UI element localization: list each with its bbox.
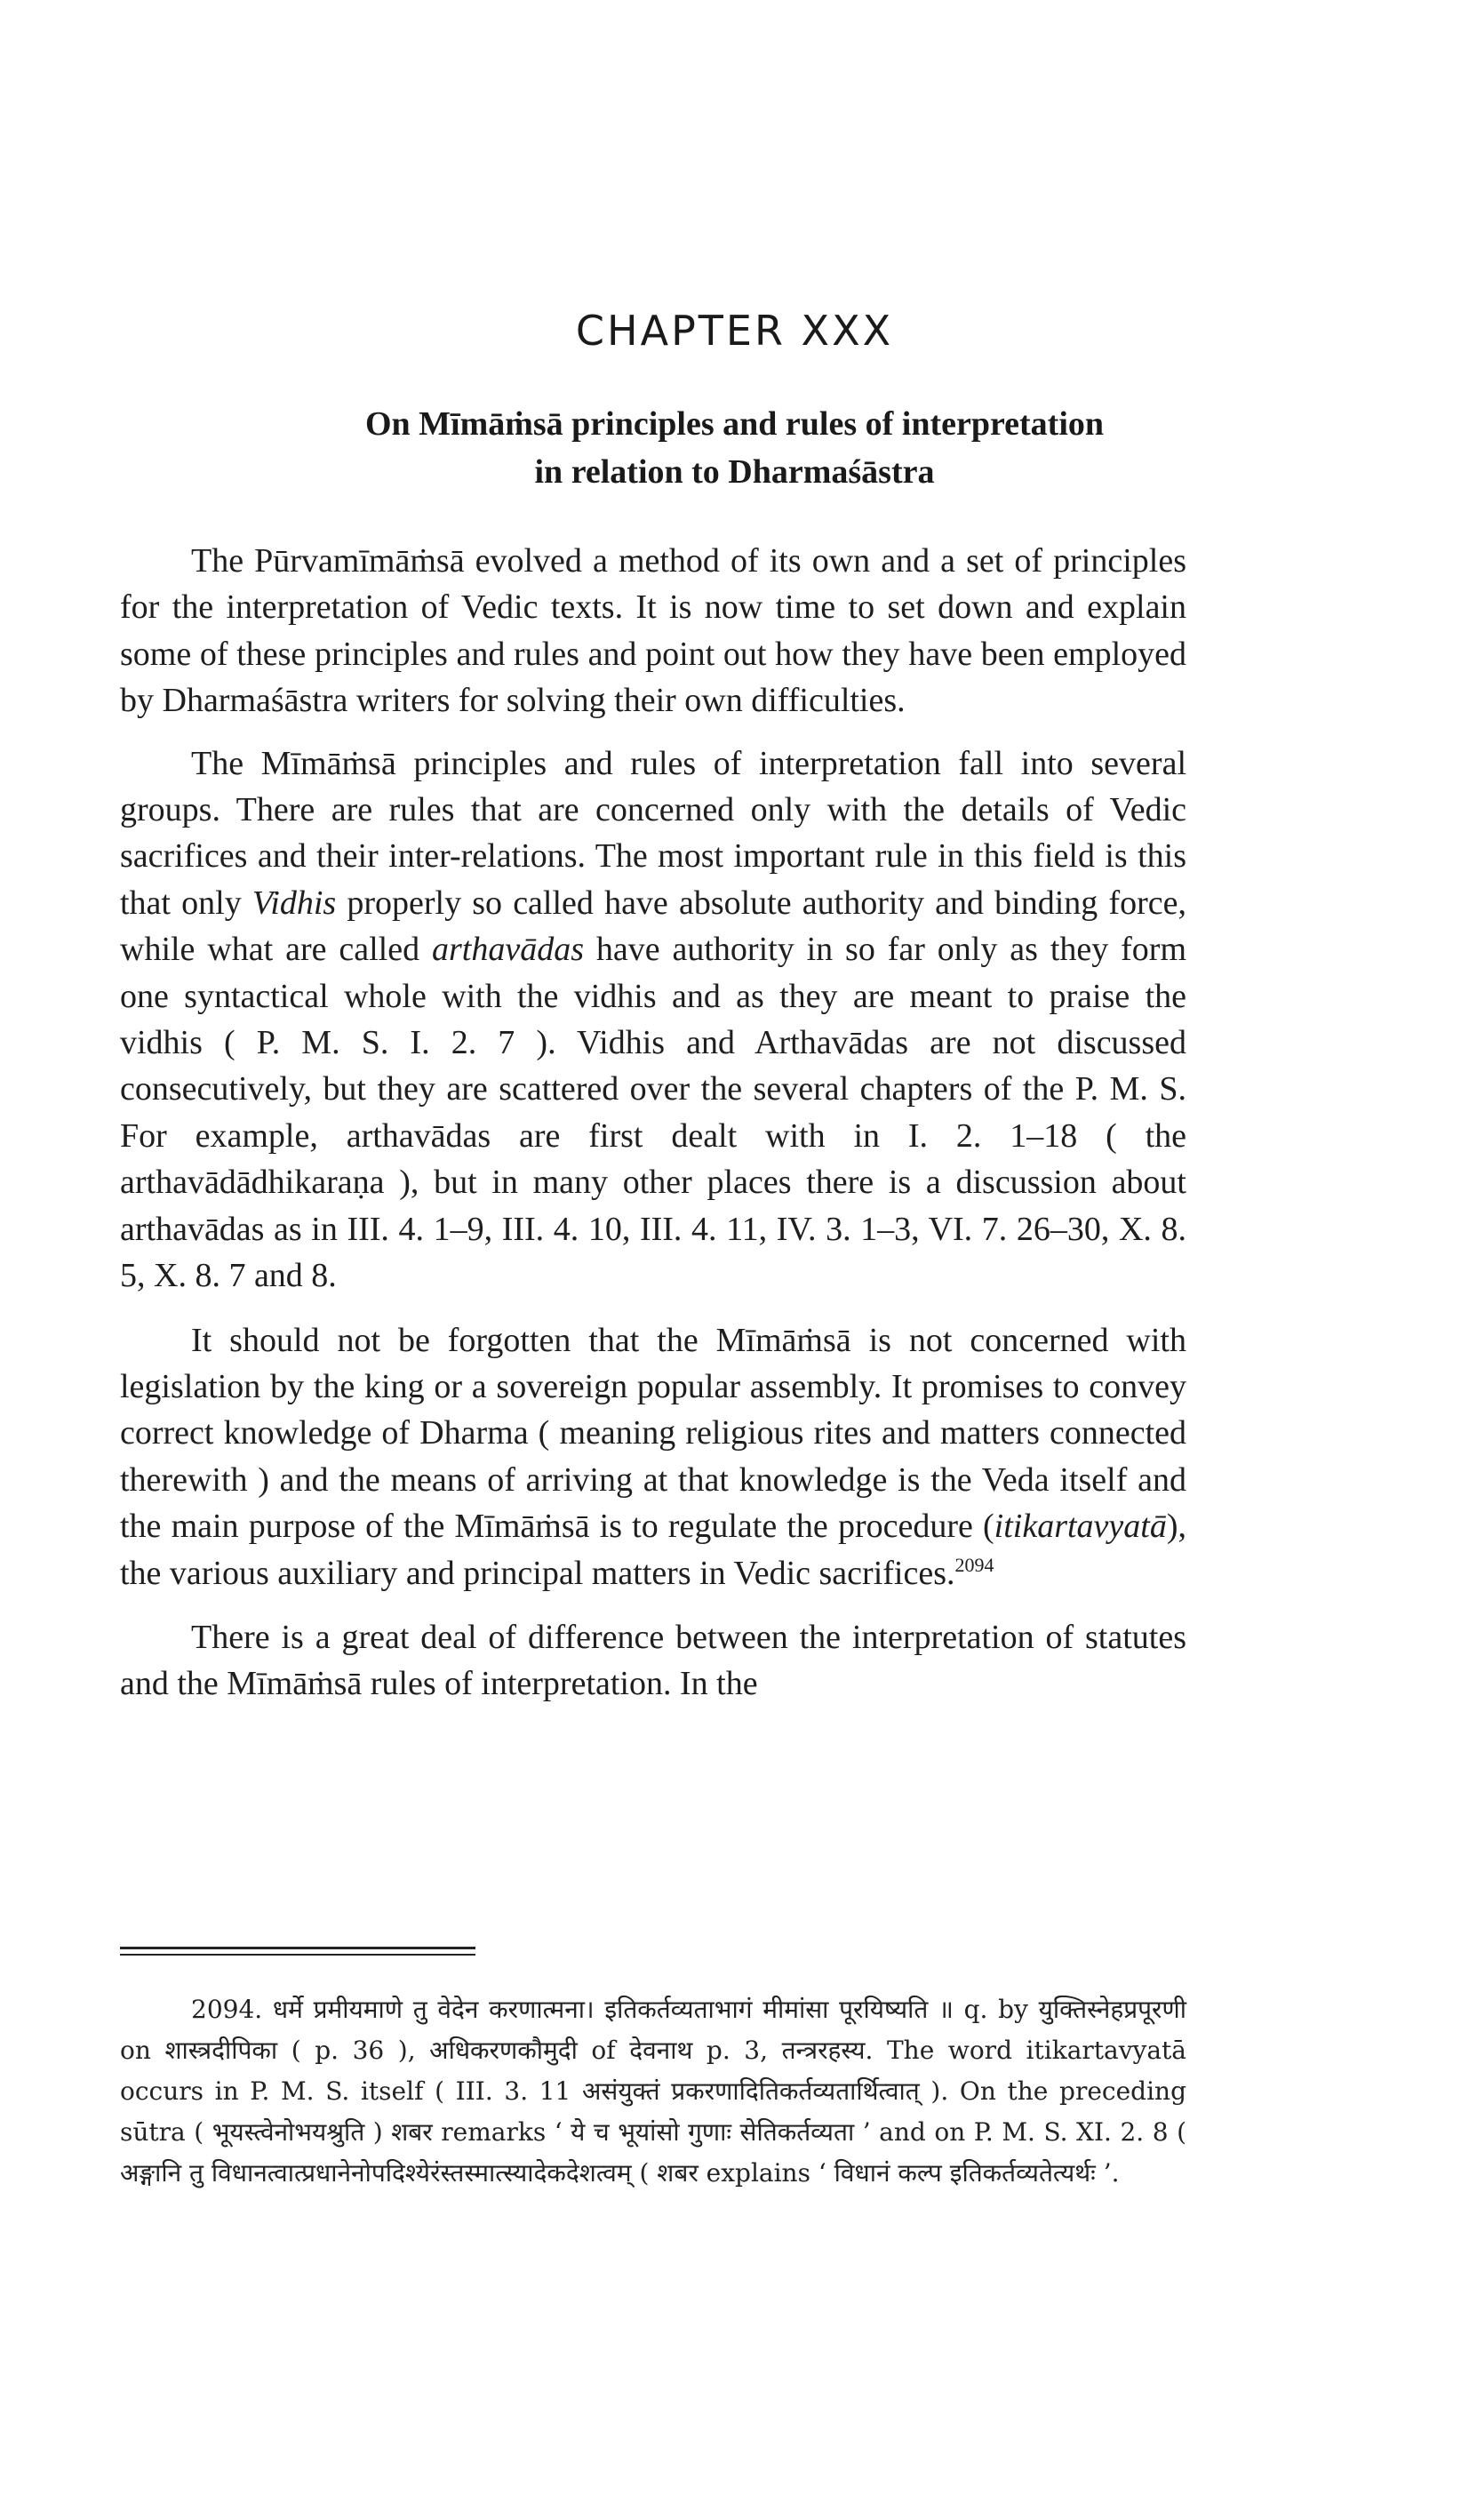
paragraph-3-text-a: It should not be forgotten that the Mīmāṁsā is not concerned with legislation by the king or a sovereign popular assembly. It promises to convey correct knowledge of Dharma ( meaning religious rites and matters connected therewith ) and the means of arriving at that knowledge is the Veda itself and the main purpose of the Mīmāṁsā is to regulate the procedure ( [120,1321,1186,1546]
footnote-number: 2094. [191,1995,263,2024]
paragraph-3 [120,1317,1186,1596]
footnote [120,1989,1186,2194]
footnote-text: धर्मे प्रमीयमाणे तु वेदेन करणात्मना। इतिकर्तव्यताभागं मीमांसा पूरयिष्यति ॥ q. by युक्तिस्नेहप्रपूरणी on शास्त्रदीपिका ( p. 36 ), अधिकरणकौमुदी of देवनाथ p. 3, तन्त्ररहस्य. The word itikartavyatā occurs in P. M. S. itself ( III. 3. 11 असंयुक्तं प्रकरणादितिकर्तव्यतार्थित्वात् ). On the preceding sūtra ( भूयस्त्वेनोभयश्रुति ) शबर remarks ‘ ये च भूयांसो गुणाः सेतिकर्तव्यता ’ and on P. M. S. XI. 2. 8 ( अङ्गानि तु विधानत्वात्प्रधानेनोपदिश्येरंस्तस्मात्स्यादेकदेशत्वम् ( शबर explains ‘ विधानं कल्प इतिकर्तव्यतेत्यर्थः ’. [120,1995,1186,2188]
paragraph-3-text-b: ), the various auxiliary and principal matters in Vedic sacrifices. [120,1508,1186,1592]
paragraph-2-text-c: have authority in so far only as they form one syntactical whole with the vidhis and as they are meant to praise the vidhis ( P. M. S. I. 2. 7 ). Vidhis and Arthavādas are not discussed consecutively, but they are scattered over the several chapters of the P. M. S. For example, arthavādas are first dealt with in I. 2. 1–18 ( the arthavādādhikaraṇa ), but in many other places there is a discussion about arthavādas as in III. 4. 1–9, III. 4. 10, III. 4. 11, IV. 3. 1–3, VI. 7. 26–30, X. 8. 5, X. 8. 7 and 8. [120,931,1187,1295]
term-itikartavyata: itikartavyatā [994,1508,1167,1546]
subtitle-line-1: On Mīmāṁsā principles and rules of interpretation [364,405,1105,443]
body-text [120,538,1186,1725]
paragraph-2-text-a: The Mīmāṁsā principles and rules of interpretation fall into several groups. There are rules that are concerned only with the details of Vedic sacrifices and their inter-relations. The most important rule in this field is this that only [120,744,1186,922]
paragraph-1: The Pūrvamīmāṁsā evolved a method of its own and a set of principles for the interpretation of Vedic texts. It is now time to set down and explain some of these principles and rules and point out how they have been employed by Dharmaśāstra writers for solving their own difficulties. [120,542,1186,720]
subtitle-line-2: in relation to Dharmaśāstra [534,453,935,491]
chapter-title: CHAPTER XXX [575,307,894,355]
paragraph-4: There is a great deal of difference between the interpretation of statutes and the Mīmāṁsā rules of interpretation. In the [120,1618,1186,1703]
term-vidhis: Vidhis [251,884,337,922]
chapter-subtitle [178,400,1291,496]
footnote-divider-second [120,1954,475,1956]
term-arthavadas: arthavādas [431,931,584,969]
paragraph-2-text-b: properly so called have absolute authority and binding force, while what are called [120,884,1186,969]
footnote-reference[interactable]: 2094 [954,1553,994,1576]
footnote-divider [120,1947,475,1949]
paragraph-2 [120,740,1186,1300]
